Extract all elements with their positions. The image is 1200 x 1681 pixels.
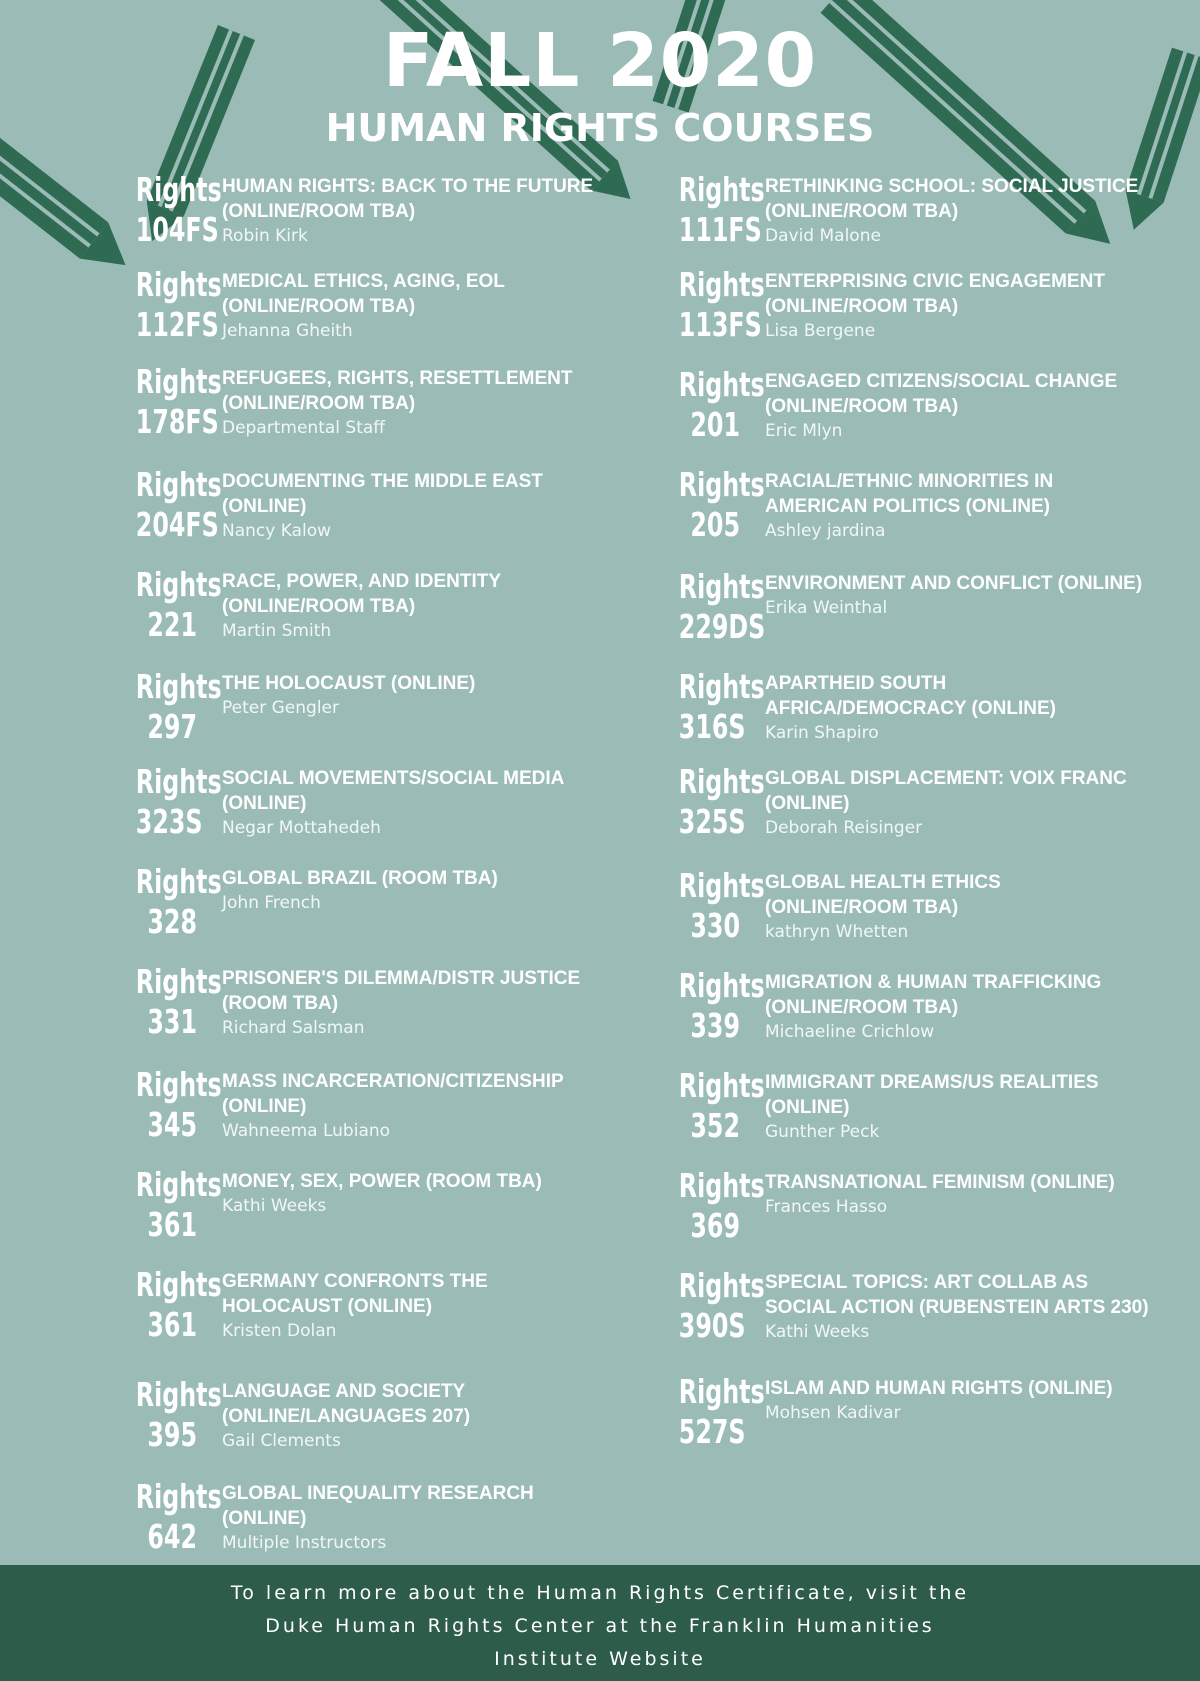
course-item xyxy=(112,667,632,757)
course-instructor: Nancy Kalow xyxy=(222,521,332,541)
course-code xyxy=(135,862,222,942)
course-number: 361 xyxy=(147,1205,197,1244)
course-instructor: Wahneema Lubiano xyxy=(222,1121,391,1141)
course-title: MEDICAL ETHICS, AGING, EOL (ONLINE/ROOM TBA) xyxy=(222,271,505,317)
course-info xyxy=(222,269,642,343)
course-title: ENVIRONMENT AND CONFLICT (ONLINE) xyxy=(765,573,1143,594)
course-title: RACE, POWER, AND IDENTITY (ONLINE/ROOM TBA) xyxy=(222,571,502,617)
course-code xyxy=(135,762,222,842)
course-item xyxy=(112,862,632,952)
course-number: 316S xyxy=(678,707,746,746)
course-item xyxy=(112,962,632,1052)
course-instructor: Ashley jardina xyxy=(765,521,886,541)
course-number: 204FS xyxy=(135,505,219,544)
course-info xyxy=(765,1376,1185,1425)
course-dept: Rights xyxy=(678,170,765,209)
course-title: PRISONER'S DILEMMA/DISTR JUSTICE (ROOM TBA) xyxy=(222,968,581,1014)
course-number: 395 xyxy=(147,1415,197,1454)
course-instructor: Kathi Weeks xyxy=(222,1196,327,1216)
course-title: APARTHEID SOUTH AFRICA/DEMOCRACY (ONLINE) xyxy=(765,673,1056,719)
course-title: GLOBAL HEALTH ETHICS (ONLINE/ROOM TBA) xyxy=(765,872,1001,918)
course-item xyxy=(112,1165,632,1255)
course-item xyxy=(655,265,1175,355)
course-info xyxy=(765,1070,1185,1144)
course-number: 361 xyxy=(147,1305,197,1344)
course-dept: Rights xyxy=(135,565,222,604)
course-number: 112FS xyxy=(135,305,219,344)
course-item xyxy=(655,762,1175,852)
course-title: REFUGEES, RIGHTS, RESETTLEMENT (ONLINE/ROOM TBA) xyxy=(222,368,573,414)
course-info xyxy=(765,369,1185,443)
course-dept: Rights xyxy=(135,170,222,209)
course-info xyxy=(222,1169,642,1218)
course-item xyxy=(655,567,1175,657)
course-title: ENGAGED CITIZENS/SOCIAL CHANGE (ONLINE/ROOM TBA) xyxy=(765,371,1118,417)
course-code xyxy=(135,465,222,545)
course-info xyxy=(222,671,642,720)
course-dept: Rights xyxy=(135,1477,222,1516)
course-number: 642 xyxy=(147,1517,197,1556)
course-dept: Rights xyxy=(678,966,765,1005)
course-number: 345 xyxy=(147,1105,197,1144)
course-info xyxy=(765,970,1185,1044)
course-item xyxy=(655,1166,1175,1256)
course-instructor: Peter Gengler xyxy=(222,698,339,718)
course-dept: Rights xyxy=(135,762,222,801)
course-info xyxy=(765,469,1185,543)
course-dept: Rights xyxy=(135,862,222,901)
course-code xyxy=(678,1372,765,1452)
course-code xyxy=(135,265,222,345)
course-item xyxy=(655,170,1175,260)
course-code xyxy=(678,1266,765,1346)
course-instructor: David Malone xyxy=(765,226,881,246)
course-title: LANGUAGE AND SOCIETY (ONLINE/LANGUAGES 207) xyxy=(222,1381,471,1427)
course-info xyxy=(222,966,642,1040)
page-subtitle: HUMAN RIGHTS COURSES xyxy=(325,106,875,150)
course-number: 178FS xyxy=(135,402,219,441)
course-dept: Rights xyxy=(678,667,765,706)
course-dept: Rights xyxy=(135,1065,222,1104)
course-code xyxy=(678,567,766,647)
course-dept: Rights xyxy=(678,762,765,801)
course-title: MASS INCARCERATION/CITIZENSHIP (ONLINE) xyxy=(222,1071,564,1117)
course-code xyxy=(678,866,765,946)
course-instructor: Karin Shapiro xyxy=(765,723,879,743)
course-title: GLOBAL DISPLACEMENT: VOIX FRANC (ONLINE) xyxy=(765,768,1127,814)
course-dept: Rights xyxy=(135,962,222,1001)
course-dept: Rights xyxy=(678,567,765,606)
course-number: 331 xyxy=(147,1002,197,1041)
course-item xyxy=(655,365,1175,455)
course-dept: Rights xyxy=(135,667,222,706)
course-code xyxy=(678,1066,765,1146)
course-number: 221 xyxy=(147,605,197,644)
footer-text: To learn more about the Human Rights Certificate, visit the Duke Human Rights Center at the Franklin Humanities Institute Website xyxy=(230,1582,970,1670)
course-number: 328 xyxy=(147,902,197,941)
course-number: 323S xyxy=(135,802,203,841)
course-instructor: kathryn Whetten xyxy=(765,922,909,942)
course-info xyxy=(222,569,642,643)
course-dept: Rights xyxy=(135,1265,222,1304)
course-number: 369 xyxy=(690,1206,740,1245)
course-info xyxy=(222,766,642,840)
course-number: 390S xyxy=(678,1306,746,1345)
course-number: 111FS xyxy=(678,210,762,249)
course-item xyxy=(655,866,1175,956)
course-instructor: Deborah Reisinger xyxy=(765,818,923,838)
course-code xyxy=(135,1477,222,1557)
course-code xyxy=(135,962,222,1042)
course-code xyxy=(678,667,765,747)
course-instructor: Multiple Instructors xyxy=(222,1533,387,1553)
course-item xyxy=(112,465,632,555)
course-item xyxy=(112,1265,632,1355)
course-number: 229DS xyxy=(678,607,766,646)
course-info xyxy=(765,766,1185,840)
course-title: ISLAM AND HUMAN RIGHTS (ONLINE) xyxy=(765,1378,1113,1399)
course-info xyxy=(765,1270,1185,1344)
course-instructor: Gail Clements xyxy=(222,1431,341,1451)
course-dept: Rights xyxy=(678,866,765,905)
course-item xyxy=(655,1066,1175,1156)
course-instructor: Eric Mlyn xyxy=(765,421,843,441)
course-code xyxy=(135,170,222,250)
course-number: 325S xyxy=(678,802,746,841)
course-info xyxy=(222,1069,642,1143)
course-instructor: Richard Salsman xyxy=(222,1018,365,1038)
course-code xyxy=(135,1065,222,1145)
course-item xyxy=(112,762,632,852)
course-code xyxy=(135,1265,222,1345)
course-item xyxy=(112,1065,632,1155)
course-title: RETHINKING SCHOOL: SOCIAL JUSTICE (ONLINE/ROOM TBA) xyxy=(765,176,1139,222)
course-info xyxy=(222,1481,642,1555)
course-title: THE HOLOCAUST (ONLINE) xyxy=(222,673,476,694)
course-code xyxy=(678,465,765,545)
course-code xyxy=(135,667,222,747)
course-number: 104FS xyxy=(135,210,219,249)
course-item xyxy=(655,465,1175,555)
course-dept: Rights xyxy=(135,465,222,504)
course-info xyxy=(765,671,1185,745)
course-instructor: John French xyxy=(222,893,321,913)
course-title: GERMANY CONFRONTS THE HOLOCAUST (ONLINE) xyxy=(222,1271,488,1317)
course-code xyxy=(678,265,765,345)
course-number: 113FS xyxy=(678,305,762,344)
course-dept: Rights xyxy=(678,1066,765,1105)
page-title: FALL 2020 xyxy=(382,18,818,104)
course-code xyxy=(135,1375,222,1455)
course-item xyxy=(112,170,632,260)
course-item xyxy=(112,362,632,452)
course-number: 330 xyxy=(690,906,740,945)
course-title: RACIAL/ETHNIC MINORITIES IN AMERICAN POLITICS (ONLINE) xyxy=(765,471,1054,517)
course-item xyxy=(112,1477,632,1567)
course-number: 297 xyxy=(147,707,197,746)
course-item xyxy=(655,1372,1175,1462)
course-number: 205 xyxy=(690,505,740,544)
course-info xyxy=(222,1269,642,1343)
course-instructor: Jehanna Gheith xyxy=(222,321,353,341)
course-instructor: Erika Weinthal xyxy=(765,598,888,618)
course-code xyxy=(678,1166,765,1246)
course-title: MIGRATION & HUMAN TRAFFICKING (ONLINE/ROOM TBA) xyxy=(765,972,1102,1018)
footer xyxy=(0,1565,1200,1681)
course-dept: Rights xyxy=(678,465,765,504)
course-item xyxy=(112,1375,632,1465)
course-number: 527S xyxy=(678,1412,746,1451)
course-info xyxy=(222,366,642,440)
course-number: 352 xyxy=(690,1106,740,1145)
course-info xyxy=(222,866,642,915)
course-code xyxy=(135,1165,222,1245)
course-instructor: Robin Kirk xyxy=(222,226,308,246)
course-code xyxy=(678,365,765,445)
course-instructor: Kathi Weeks xyxy=(765,1322,870,1342)
course-title: IMMIGRANT DREAMS/US REALITIES (ONLINE) xyxy=(765,1072,1099,1118)
course-info xyxy=(222,469,642,543)
course-dept: Rights xyxy=(135,362,222,401)
course-dept: Rights xyxy=(135,265,222,304)
course-code xyxy=(678,966,765,1046)
course-item xyxy=(112,565,632,655)
course-number: 201 xyxy=(690,405,740,444)
course-info xyxy=(222,1379,642,1453)
course-dept: Rights xyxy=(678,265,765,304)
course-item xyxy=(655,1266,1175,1356)
course-info xyxy=(765,269,1185,343)
course-instructor: Gunther Peck xyxy=(765,1122,880,1142)
course-title: SPECIAL TOPICS: ART COLLAB AS SOCIAL ACTION (RUBENSTEIN ARTS 230) xyxy=(765,1272,1149,1318)
course-code xyxy=(135,565,222,645)
course-number: 339 xyxy=(690,1006,740,1045)
course-instructor: Negar Mottahedeh xyxy=(222,818,381,838)
course-info xyxy=(222,174,642,248)
course-code xyxy=(678,762,765,842)
course-code xyxy=(135,362,222,442)
course-title: HUMAN RIGHTS: BACK TO THE FUTURE (ONLINE/ROOM TBA) xyxy=(222,176,594,222)
course-info xyxy=(765,870,1185,944)
course-title: TRANSNATIONAL FEMINISM (ONLINE) xyxy=(765,1172,1115,1193)
course-dept: Rights xyxy=(135,1165,222,1204)
course-dept: Rights xyxy=(678,1266,765,1305)
course-item xyxy=(112,265,632,355)
course-code xyxy=(678,170,765,250)
course-info xyxy=(765,1170,1185,1219)
course-dept: Rights xyxy=(135,1375,222,1414)
course-title: SOCIAL MOVEMENTS/SOCIAL MEDIA (ONLINE) xyxy=(222,768,565,814)
course-instructor: Michaeline Crichlow xyxy=(765,1022,935,1042)
course-title: GLOBAL INEQUALITY RESEARCH (ONLINE) xyxy=(222,1483,534,1529)
course-instructor: Mohsen Kadivar xyxy=(765,1403,901,1423)
course-instructor: Kristen Dolan xyxy=(222,1321,337,1341)
course-instructor: Lisa Bergene xyxy=(765,321,876,341)
course-dept: Rights xyxy=(678,1372,765,1411)
course-title: GLOBAL BRAZIL (ROOM TBA) xyxy=(222,868,498,889)
course-title: MONEY, SEX, POWER (ROOM TBA) xyxy=(222,1171,542,1192)
course-dept: Rights xyxy=(678,365,765,404)
course-info xyxy=(765,174,1185,248)
course-item xyxy=(655,667,1175,757)
course-instructor: Frances Hasso xyxy=(765,1197,888,1217)
course-instructor: Martin Smith xyxy=(222,621,332,641)
course-title: ENTERPRISING CIVIC ENGAGEMENT (ONLINE/ROOM TBA) xyxy=(765,271,1105,317)
course-item xyxy=(655,966,1175,1056)
course-info xyxy=(765,571,1185,620)
course-title: DOCUMENTING THE MIDDLE EAST (ONLINE) xyxy=(222,471,543,517)
course-instructor: Departmental Staff xyxy=(222,418,386,438)
course-dept: Rights xyxy=(678,1166,765,1205)
